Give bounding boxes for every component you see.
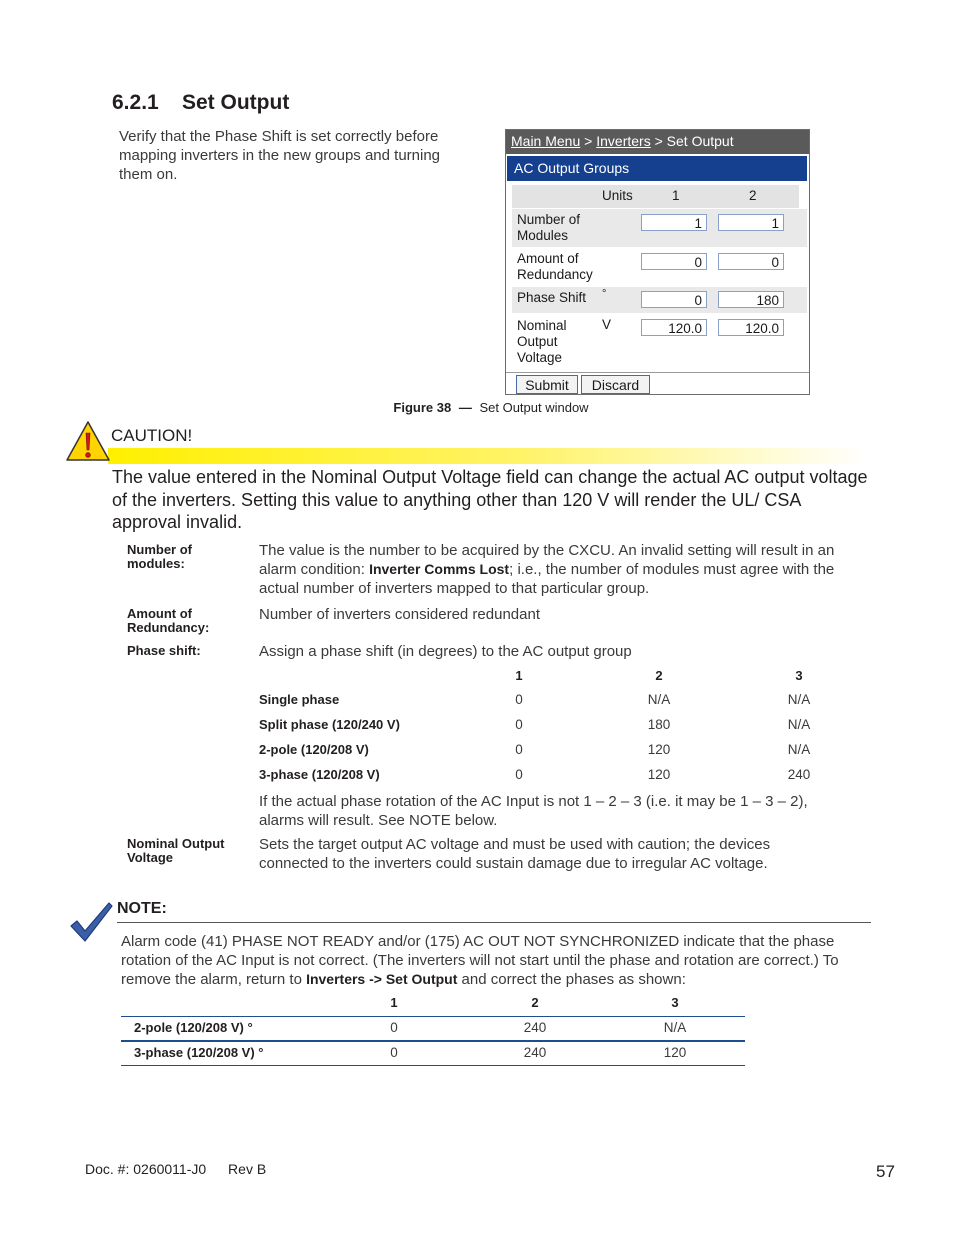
table-cell: 0 [390, 1045, 398, 1060]
caution-highlight-bar [108, 448, 868, 464]
menu-path: Inverters -> Set Output [306, 971, 458, 987]
note-text-part: and correct the phases as shown: [457, 971, 686, 988]
table-cell: 0 [515, 717, 523, 732]
table-row-label: 2-pole (120/208 V) ° [134, 1020, 253, 1035]
table-header: 2 [531, 995, 539, 1010]
table-cell: 0 [390, 1020, 398, 1035]
note-text [121, 932, 866, 989]
definition-text: The value is the number to be acquired by the CXCU. An invalid setting will result in an alarm condition: [259, 542, 835, 578]
table-header: 3 [671, 995, 679, 1010]
figure-text: Set Output window [479, 400, 589, 415]
submit-button[interactable]: Submit [516, 375, 578, 394]
term-nominal-output-voltage: Nominal Output Voltage [127, 836, 225, 865]
section-number: 6.2.1 [112, 91, 159, 114]
redundancy-row [512, 248, 807, 286]
voltage-unit: V [602, 317, 612, 332]
intro-paragraph: Verify that the Phase Shift is set correctly before mapping inverters in the new groups and turning them on. [119, 128, 441, 183]
doc-number: Doc. #: 0260011-J0 [85, 1161, 207, 1177]
page-number: 57 [876, 1162, 895, 1181]
footer-doc-info [85, 1161, 266, 1177]
units-header: Units [602, 188, 633, 203]
table-cell: 0 [515, 692, 523, 707]
term-number-of-modules: Number of modules: [127, 542, 192, 571]
note-divider [117, 922, 871, 923]
set-output-window [505, 129, 810, 395]
table-cell: 180 [647, 717, 671, 732]
table-cell: N/A [787, 717, 811, 732]
table-rule [121, 1016, 745, 1017]
warning-triangle-icon [65, 420, 111, 462]
voltage-label: Nominal Output Voltage [517, 318, 567, 365]
table-cell: 240 [523, 1020, 547, 1035]
modules-group1-input[interactable]: 1 [641, 214, 707, 231]
button-bar [506, 372, 809, 395]
table-row-label: Single phase [259, 692, 340, 707]
phase-shift-group1-input[interactable]: 0 [641, 291, 707, 308]
phase-rotation-note: If the actual phase rotation of the AC Input is not 1 – 2 – 3 (i.e. it may be 1 – 3 – 2), alarms will result. See NOTE below. [259, 793, 808, 829]
modules-group2-input[interactable]: 1 [718, 214, 784, 231]
breadcrumb-separator: > [654, 133, 663, 149]
table-header: 2 [655, 668, 663, 683]
table-row-label: 3-phase (120/208 V) [259, 767, 380, 782]
voltage-group1-input[interactable]: 120.0 [641, 319, 707, 336]
caution-label: CAUTION! [111, 426, 193, 445]
note-label: NOTE: [117, 900, 167, 917]
table-header: 1 [515, 668, 523, 683]
table-cell: N/A [647, 692, 671, 707]
section-heading [112, 91, 289, 115]
note-text-part: Alarm code (41) PHASE NOT READY and/or (175) AC OUT NOT SYNCHRONIZED indicate that the phase rotation of the AC Input is not correct. (The inverters will not start until the phase and rotation are correct.) To remove the alarm, return to [121, 933, 839, 988]
section-title: Set Output [182, 91, 290, 114]
term-amount-of-redundancy: Amount of Redundancy: [127, 606, 210, 635]
table-row-label: 3-phase (120/208 V) ° [134, 1045, 264, 1060]
breadcrumb-main-menu-link[interactable]: Main Menu [511, 133, 581, 149]
breadcrumb [506, 130, 809, 154]
table-rule [121, 1040, 745, 1042]
column-1-header: 1 [672, 188, 680, 203]
table-row-label: 2-pole (120/208 V) [259, 742, 369, 757]
column-2-header: 2 [749, 188, 757, 203]
table-row-label: Split phase (120/240 V) [259, 717, 400, 732]
column-header-row [512, 185, 799, 208]
alarm-name: Inverter Comms Lost [369, 561, 510, 577]
redundancy-group2-input[interactable]: 0 [718, 253, 784, 270]
checkmark-icon [68, 900, 114, 944]
table-cell: N/A [787, 742, 811, 757]
table-header: 1 [390, 995, 398, 1010]
figure-label: Figure 38 [393, 400, 452, 415]
table-header: 3 [795, 668, 803, 683]
group-title-bar: AC Output Groups [507, 156, 807, 181]
phase-shift-row [512, 287, 807, 313]
table-cell: 120 [663, 1045, 687, 1060]
term-phase-shift: Phase shift: [127, 643, 201, 658]
definition-nominal-output-voltage: Sets the target output AC voltage and must be used with caution; the devices connected to the inverters could sustain damage due to irregular AC voltage. [259, 836, 771, 872]
voltage-group2-input[interactable]: 120.0 [718, 319, 784, 336]
phase-shift-label: Phase Shift [517, 290, 587, 305]
definition-amount-of-redundancy: Number of inverters considered redundant [259, 606, 540, 623]
table-cell: 240 [787, 767, 811, 782]
table-cell: 240 [523, 1045, 547, 1060]
figure-dash: — [458, 400, 472, 415]
definition-text: ; i.e., the number of modules must agree with the actual number of inverters mapped to that particular group. [259, 561, 835, 597]
figure-caption [0, 400, 954, 415]
revision: Rev B [228, 1161, 267, 1177]
modules-label: Number of Modules [517, 212, 581, 243]
breadcrumb-current: Set Output [666, 133, 734, 149]
discard-button[interactable]: Discard [581, 375, 650, 394]
table-cell: 0 [515, 742, 523, 757]
definition-phase-shift: Assign a phase shift (in degrees) to the AC output group [259, 643, 632, 660]
caution-text: The value entered in the Nominal Output Voltage field can change the actual AC output voltage of the inverters. Setting this value to anything other than 120 V will render the UL/ CSA approval invalid. [112, 467, 868, 532]
table-cell: 120 [647, 742, 671, 757]
breadcrumb-separator: > [584, 133, 593, 149]
table-cell: 120 [647, 767, 671, 782]
modules-row [512, 209, 807, 247]
phase-shift-unit: ° [602, 288, 607, 300]
redundancy-label: Amount of Redundancy [517, 251, 593, 282]
phase-shift-group2-input[interactable]: 180 [718, 291, 784, 308]
table-cell: 0 [515, 767, 523, 782]
voltage-row [512, 315, 807, 369]
breadcrumb-inverters-link[interactable]: Inverters [596, 133, 651, 149]
table-cell: N/A [787, 692, 811, 707]
definition-number-of-modules [259, 541, 864, 598]
table-cell: N/A [663, 1020, 687, 1035]
redundancy-group1-input[interactable]: 0 [641, 253, 707, 270]
table-rule [121, 1065, 745, 1066]
